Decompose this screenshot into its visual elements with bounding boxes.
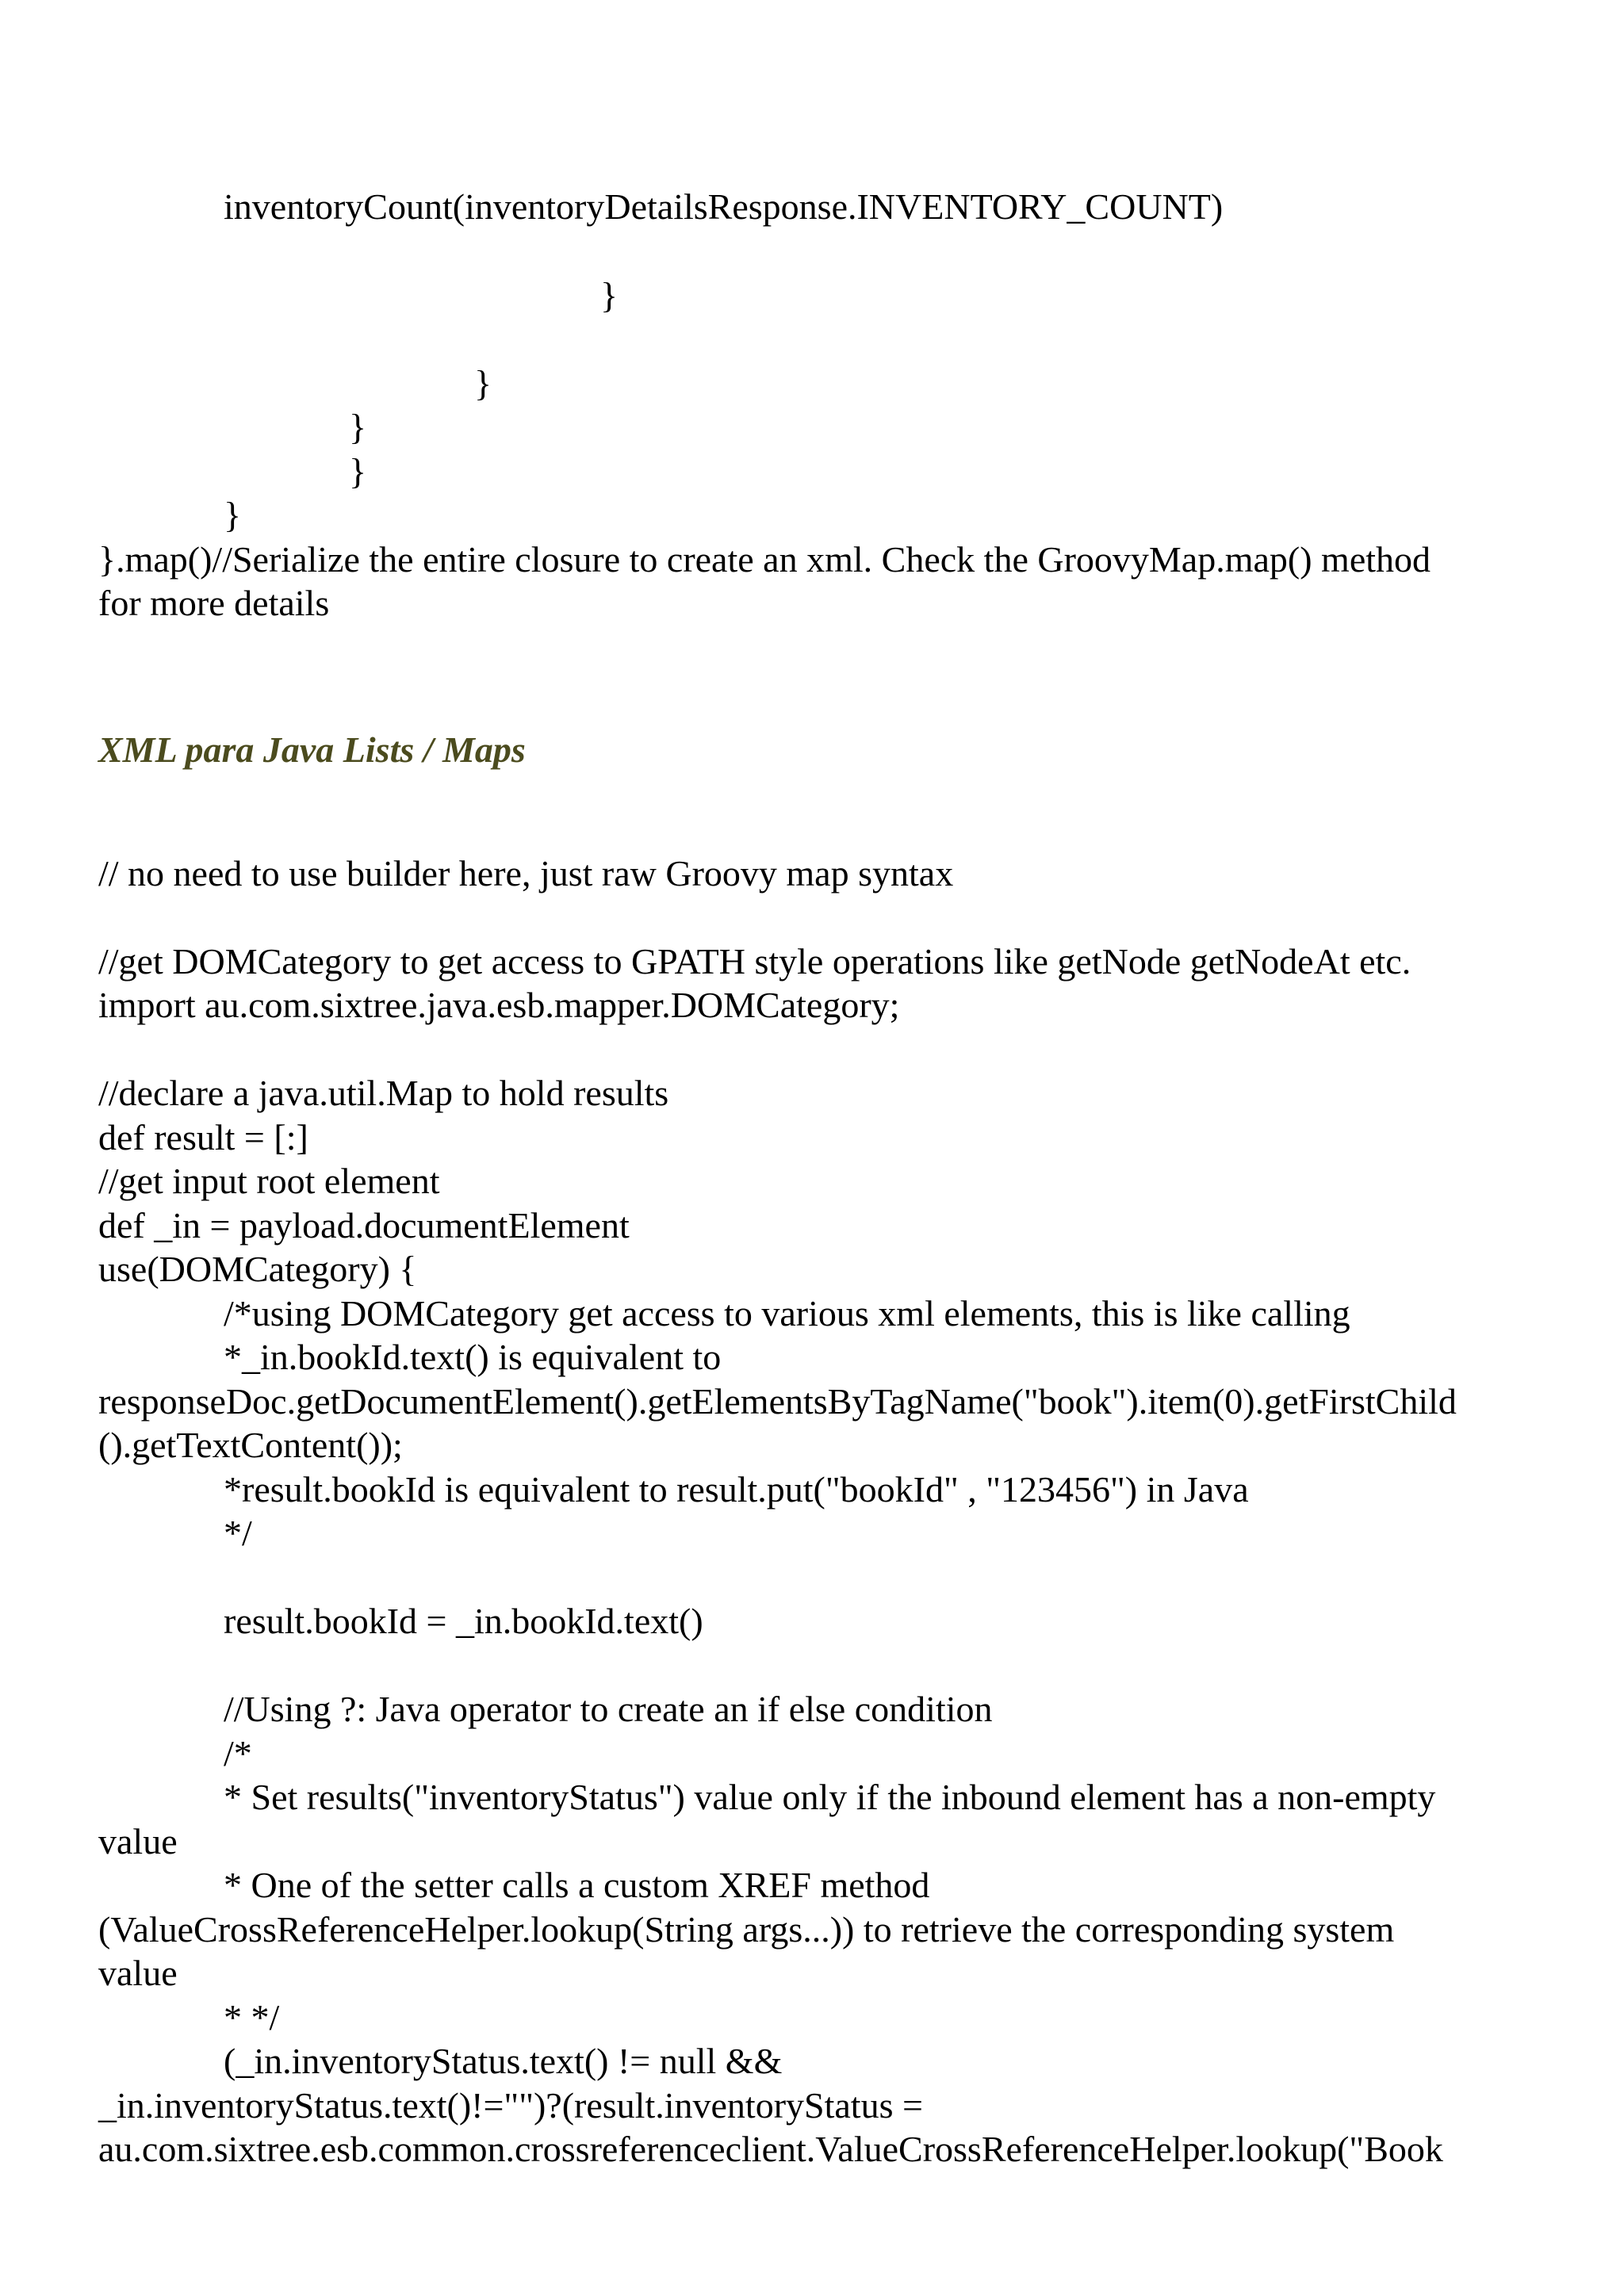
code-line-inventory-count: inventoryCount(inventoryDetailsResponse.INVENTORY_COUNT) <box>224 186 1224 227</box>
code-line: def _in = payload.documentElement <box>98 1205 630 1246</box>
closing-brace: } <box>349 451 367 492</box>
code-line: * */ <box>224 1997 280 2038</box>
code-line: (_in.inventoryStatus.text() != null && <box>224 2041 783 2081</box>
code-line: (ValueCrossReferenceHelper.lookup(String args...)) to retrieve the corresponding system <box>98 1909 1395 1950</box>
code-line: value <box>98 1821 178 1862</box>
code-line: def result = [:] <box>98 1117 308 1158</box>
code-line: /*using DOMCategory get access to various xml elements, this is like calling <box>224 1293 1350 1334</box>
code-line: result.bookId = _in.bookId.text() <box>224 1601 703 1641</box>
closing-brace: } <box>224 495 242 535</box>
code-line: //Using ?: Java operator to create an if else condition <box>224 1689 993 1729</box>
code-line: //declare a java.util.Map to hold results <box>98 1073 669 1113</box>
code-line: *result.bookId is equivalent to result.put("bookId" , "123456") in Java <box>224 1469 1249 1510</box>
code-line: _in.inventoryStatus.text()!="")?(result.inventoryStatus = <box>98 2085 923 2126</box>
code-line-map-serialize: }.map()//Serialize the entire closure to create an xml. Check the GroovyMap.map() method <box>98 539 1431 580</box>
code-line: au.com.sixtree.esb.common.crossreferenceclient.ValueCrossReferenceHelper.lookup("Book <box>98 2129 1443 2169</box>
code-line: /* <box>224 1733 252 1774</box>
closing-brace: } <box>349 407 367 447</box>
code-line: // no need to use builder here, just raw Groovy map syntax <box>98 853 954 894</box>
code-line: * Set results("inventoryStatus") value only if the inbound element has a non-empty <box>224 1777 1436 1817</box>
code-line-map-serialize-cont: for more details <box>98 583 330 623</box>
code-line: import au.com.sixtree.java.esb.mapper.DOMCategory; <box>98 985 900 1025</box>
code-line: ().getTextContent()); <box>98 1425 403 1465</box>
code-line: *_in.bookId.text() is equivalent to <box>224 1337 722 1377</box>
code-line: //get DOMCategory to get access to GPATH style operations like getNode getNodeAt etc. <box>98 941 1411 982</box>
section-heading: XML para Java Lists / Maps <box>98 729 526 770</box>
code-line: //get input root element <box>98 1161 440 1201</box>
closing-brace: } <box>600 275 619 316</box>
code-line: responseDoc.getDocumentElement().getElementsByTagName("book").item(0).getFirstChild <box>98 1381 1457 1422</box>
code-line: * One of the setter calls a custom XREF method <box>224 1865 930 1905</box>
code-line: use(DOMCategory) { <box>98 1249 417 1289</box>
code-line: value <box>98 1953 178 1993</box>
code-line: */ <box>224 1513 252 1553</box>
closing-brace: } <box>474 363 492 404</box>
